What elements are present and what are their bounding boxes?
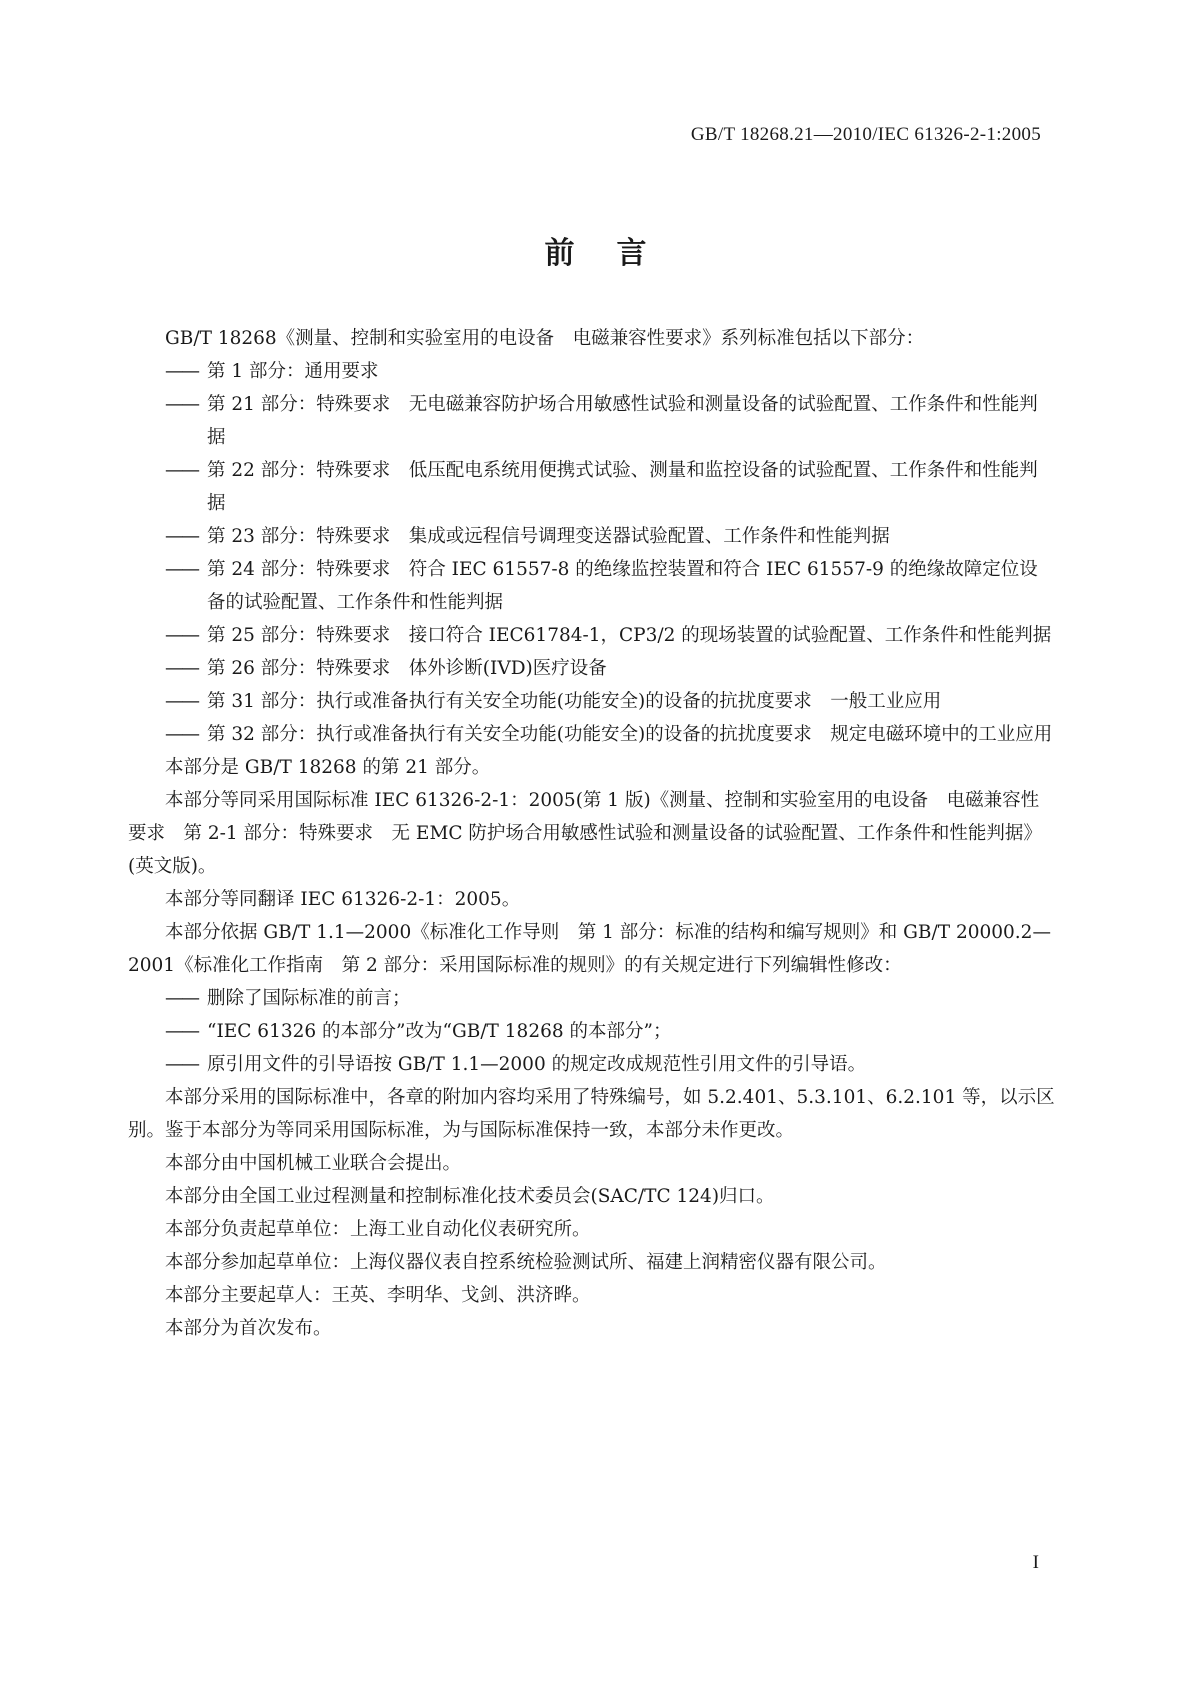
page-number: I [1032,1552,1039,1573]
list-item [128,520,1056,553]
list-item [128,685,1056,718]
adoption-paragraph: 本部分等同采用国际标准 IEC 61326-2-1：2005(第 1 版)《测量、控制和实验室用的电设备 电磁兼容性要求 第 2-1 部分：特殊要求 无 EMC 防护场合用敏感性试验和测量设备的试验配置、工作条件和性能判据》(英文版)。 [128,790,1042,877]
centralized-paragraph: 本部分由全国工业过程测量和控制标准化技术委员会(SAC/TC 124)归口。 [165,1186,775,1207]
translation-paragraph: 本部分等同翻译 IEC 61326-2-1：2005。 [165,889,521,910]
participating-units-paragraph: 本部分参加起草单位：上海仪器仪表自控系统检验测试所、福建上润精密仪器有限公司。 [165,1252,887,1273]
dash-mark: —— [165,691,198,712]
list-item-text: “IEC 61326 的本部分”改为“GB/T 18268 的本部分”； [207,1021,672,1042]
drafters-paragraph: 本部分主要起草人：王英、李明华、戈剑、洪济晔。 [165,1285,591,1306]
document-header-code: GB/T 18268.21—2010/IEC 61326-2-1:2005 [690,124,1041,145]
list-item-text: 第 24 部分：特殊要求 符合 IEC 61557-8 的绝缘监控装置和符合 IEC 61557-9 的绝缘故障定位设备的试验配置、工作条件和性能判据 [207,559,1038,613]
numbering-paragraph: 本部分采用的国际标准中，各章的附加内容均采用了特殊编号，如 5.2.401、5.3.101、6.2.101 等，以示区别。鉴于本部分为等同采用国际标准，为与国际标准保持一致，本部分未作更改。 [128,1087,1055,1141]
list-item [128,619,1056,652]
dash-mark: —— [165,460,198,481]
part-of-paragraph: 本部分是 GB/T 18268 的第 21 部分。 [165,757,491,778]
dash-mark: —— [165,394,198,415]
list-item-text: 第 31 部分：执行或准备执行有关安全功能(功能安全)的设备的抗扰度要求 一般工业应用 [207,691,942,712]
first-release-paragraph: 本部分为首次发布。 [165,1318,332,1339]
proposed-by-paragraph: 本部分由中国机械工业联合会提出。 [165,1153,462,1174]
intro-paragraph: GB/T 18268《测量、控制和实验室用的电设备 电磁兼容性要求》系列标准包括以下部分： [165,328,925,349]
list-item [128,982,1056,1015]
list-item-text: 第 25 部分：特殊要求 接口符合 IEC61784-1，CP3/2 的现场装置的试验配置、工作条件和性能判据 [207,625,1052,646]
edits-list [128,982,1056,1081]
dash-mark: —— [165,724,198,745]
list-item [128,652,1056,685]
list-item [128,553,1056,619]
list-item-text: 第 23 部分：特殊要求 集成或远程信号调理变送器试验配置、工作条件和性能判据 [207,526,890,547]
dash-mark: —— [165,526,198,547]
basis-paragraph: 本部分依据 GB/T 1.1—2000《标准化工作导则 第 1 部分：标准的结构和编写规则》和 GB/T 20000.2—2001《标准化工作指南 第 2 部分：采用国际标准的规则》的有关规定进行下列编辑性修改： [128,922,1051,976]
list-item-text: 原引用文件的引导语按 GB/T 1.1—2000 的规定改成规范性引用文件的引导语。 [207,1054,867,1075]
list-item [128,454,1056,520]
dash-mark: —— [165,658,198,679]
list-item-text: 第 21 部分：特殊要求 无电磁兼容防护场合用敏感性试验和测量设备的试验配置、工作条件和性能判据 [207,394,1038,448]
list-item [128,718,1056,751]
drafting-unit-paragraph: 本部分负责起草单位：上海工业自动化仪表研究所。 [165,1219,591,1240]
parts-list [128,355,1056,751]
list-item [128,1048,1056,1081]
list-item-text: 第 1 部分：通用要求 [207,361,379,382]
list-item [128,355,1056,388]
foreword-body [128,322,1056,1345]
list-item-text: 第 22 部分：特殊要求 低压配电系统用便携式试验、测量和监控设备的试验配置、工作条件和性能判据 [207,460,1038,514]
dash-mark: —— [165,559,198,580]
page-title: 前言 [544,236,689,271]
dash-mark: —— [165,361,198,382]
dash-mark: —— [165,625,198,646]
dash-mark: —— [165,1021,198,1042]
list-item-text: 删除了国际标准的前言； [207,988,411,1009]
dash-mark: —— [165,1054,198,1075]
list-item-text: 第 32 部分：执行或准备执行有关安全功能(功能安全)的设备的抗扰度要求 规定电磁环境中的工业应用 [207,724,1053,745]
dash-mark: —— [165,988,198,1009]
list-item [128,388,1056,454]
list-item-text: 第 26 部分：特殊要求 体外诊断(IVD)医疗设备 [207,658,607,679]
list-item [128,1015,1056,1048]
